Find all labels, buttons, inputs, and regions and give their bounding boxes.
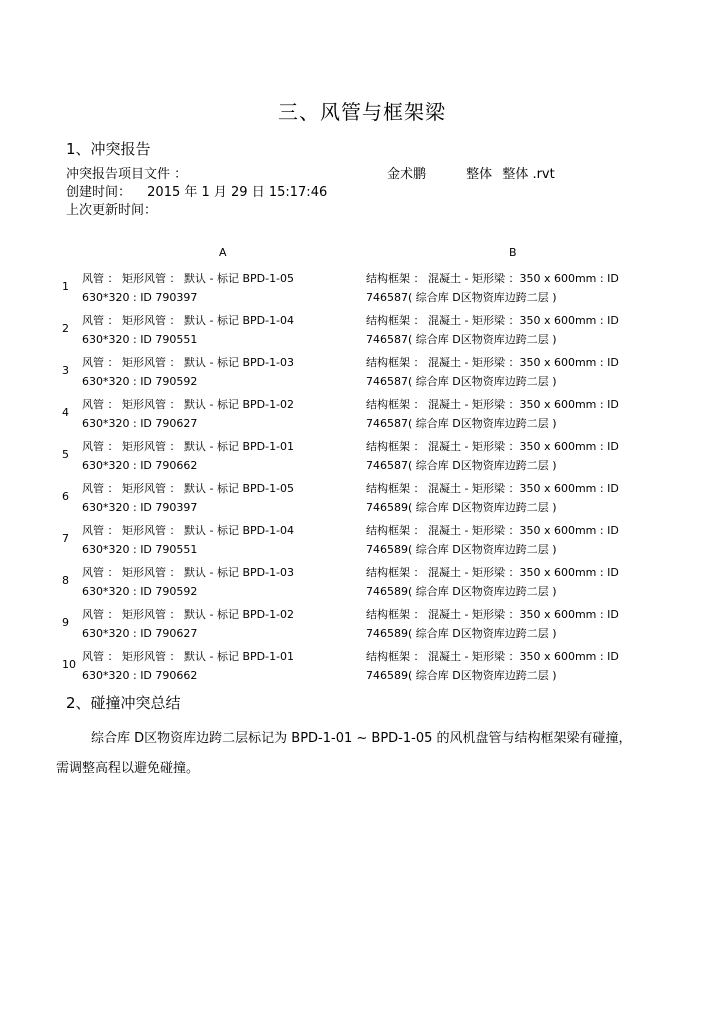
cell-b-line-2: 746589( 综合库 D区物资库边跨二层 ) — [366, 501, 557, 514]
cell-a — [82, 395, 352, 433]
cell-b-line-1: 结构框架 ： 混凝土 - 矩形梁 ：350 x 600mm : ID — [366, 608, 619, 621]
row-number: 5 — [62, 448, 69, 461]
cell-b-line-1: 结构框架 ： 混凝土 - 矩形梁 ：350 x 600mm : ID — [366, 314, 619, 327]
cell-a — [82, 563, 352, 601]
row-number: 7 — [62, 532, 69, 545]
cell-b-line-1: 结构框架 ： 混凝土 - 矩形梁 ：350 x 600mm : ID — [366, 398, 619, 411]
cell-a — [82, 437, 352, 475]
summary-line-2: 需调整高程以避免碰撞。 — [56, 761, 200, 776]
cell-b — [366, 647, 666, 685]
cell-b — [366, 353, 666, 391]
cell-a — [82, 647, 352, 685]
meta-updated — [66, 202, 327, 220]
table-row — [62, 392, 662, 434]
table-row — [62, 266, 662, 308]
cell-b — [366, 395, 666, 433]
cell-a-line-2: 630*320 : ID 790662 — [82, 669, 198, 682]
column-header-b: B — [509, 246, 517, 259]
meta-file-value — [387, 166, 591, 184]
cell-a-line-2: 630*320 : ID 790662 — [82, 459, 198, 472]
report-meta — [66, 166, 555, 220]
cell-a — [82, 605, 352, 643]
conflict-table — [62, 266, 662, 686]
cell-b-line-2: 746587( 综合库 D区物资库边跨二层 ) — [366, 417, 557, 430]
table-row — [62, 644, 662, 686]
cell-a-line-1: 风管 ： 矩形风管 ： 默认 - 标记 BPD-1-01 — [82, 650, 295, 663]
meta-file-name: 整体 .rvt — [502, 167, 555, 182]
cell-b-line-2: 746587( 综合库 D区物资库边跨二层 ) — [366, 333, 557, 346]
meta-updated-label: 上次更新时间： — [66, 203, 158, 218]
cell-b-line-1: 结构框架 ： 混凝土 - 矩形梁 ：350 x 600mm : ID — [366, 482, 619, 495]
row-number: 6 — [62, 490, 69, 503]
cell-b-line-1: 结构框架 ： 混凝土 - 矩形梁 ：350 x 600mm : ID — [366, 524, 619, 537]
cell-b — [366, 605, 666, 643]
meta-file-owner: 金术鹏 — [387, 167, 427, 182]
cell-b-line-1: 结构框架 ： 混凝土 - 矩形梁 ：350 x 600mm : ID — [366, 650, 619, 663]
table-row — [62, 518, 662, 560]
cell-b-line-2: 746589( 综合库 D区物资库边跨二层 ) — [366, 543, 557, 556]
cell-a — [82, 269, 352, 307]
cell-a-line-1: 风管 ： 矩形风管 ： 默认 - 标记 BPD-1-03 — [82, 356, 295, 369]
cell-b-line-2: 746587( 综合库 D区物资库边跨二层 ) — [366, 291, 557, 304]
cell-a-line-2: 630*320 : ID 790551 — [82, 333, 198, 346]
cell-a-line-1: 风管 ： 矩形风管 ： 默认 - 标记 BPD-1-03 — [82, 566, 295, 579]
cell-a-line-1: 风管 ： 矩形风管 ： 默认 - 标记 BPD-1-05 — [82, 482, 295, 495]
meta-created-label: 创建时间： — [66, 185, 132, 200]
cell-a-line-1: 风管 ： 矩形风管 ： 默认 - 标记 BPD-1-04 — [82, 314, 295, 327]
cell-a — [82, 353, 352, 391]
cell-a — [82, 479, 352, 517]
meta-project-file — [66, 166, 555, 184]
cell-a-line-2: 630*320 : ID 790397 — [82, 501, 198, 514]
table-row — [62, 308, 662, 350]
cell-b — [366, 479, 666, 517]
table-row — [62, 476, 662, 518]
meta-created-value: 2015 年 1 月 29 日 15:17:46 — [147, 185, 328, 200]
row-number: 10 — [62, 658, 76, 671]
cell-a-line-1: 风管 ： 矩形风管 ： 默认 - 标记 BPD-1-02 — [82, 398, 295, 411]
table-row — [62, 350, 662, 392]
cell-a — [82, 311, 352, 349]
cell-a-line-1: 风管 ： 矩形风管 ： 默认 - 标记 BPD-1-04 — [82, 524, 295, 537]
cell-b-line-1: 结构框架 ： 混凝土 - 矩形梁 ：350 x 600mm : ID — [366, 566, 619, 579]
cell-b — [366, 437, 666, 475]
cell-b — [366, 563, 666, 601]
cell-b — [366, 521, 666, 559]
page-title: 三、风管与框架梁 — [278, 100, 446, 124]
cell-a-line-2: 630*320 : ID 790627 — [82, 627, 198, 640]
cell-b-line-2: 746589( 综合库 D区物资库边跨二层 ) — [366, 585, 557, 598]
cell-b-line-1: 结构框架 ： 混凝土 - 矩形梁 ：350 x 600mm : ID — [366, 356, 619, 369]
section-heading-conflict-report: 1、冲突报告 — [66, 140, 151, 158]
cell-a-line-2: 630*320 : ID 790627 — [82, 417, 198, 430]
cell-b-line-2: 746587( 综合库 D区物资库边跨二层 ) — [366, 459, 557, 472]
row-number: 2 — [62, 322, 69, 335]
table-row — [62, 434, 662, 476]
summary-line-1: 综合库 D区物资库边跨二层标记为 BPD-1-01 ~ BPD-1-05 的风机盘管与结构框架梁有碰撞， — [91, 731, 632, 746]
cell-b-line-2: 746587( 综合库 D区物资库边跨二层 ) — [366, 375, 557, 388]
cell-b-line-2: 746589( 综合库 D区物资库边跨二层 ) — [366, 627, 557, 640]
table-row — [62, 560, 662, 602]
cell-a-line-2: 630*320 : ID 790551 — [82, 543, 198, 556]
row-number: 8 — [62, 574, 69, 587]
cell-b-line-1: 结构框架 ： 混凝土 - 矩形梁 ：350 x 600mm : ID — [366, 440, 619, 453]
meta-file-scope: 整体 — [466, 167, 493, 182]
row-number: 9 — [62, 616, 69, 629]
section-heading-collision-summary: 2、碰撞冲突总结 — [66, 694, 181, 712]
cell-a-line-1: 风管 ： 矩形风管 ： 默认 - 标记 BPD-1-01 — [82, 440, 295, 453]
table-row — [62, 602, 662, 644]
cell-a-line-1: 风管 ： 矩形风管 ： 默认 - 标记 BPD-1-02 — [82, 608, 295, 621]
cell-b — [366, 311, 666, 349]
row-number: 3 — [62, 364, 69, 377]
cell-a-line-1: 风管 ： 矩形风管 ： 默认 - 标记 BPD-1-05 — [82, 272, 295, 285]
column-header-a: A — [219, 246, 227, 259]
row-number: 1 — [62, 280, 69, 293]
collision-summary — [56, 724, 666, 784]
meta-created — [66, 184, 327, 202]
cell-a-line-2: 630*320 : ID 790592 — [82, 585, 198, 598]
cell-a-line-2: 630*320 : ID 790397 — [82, 291, 198, 304]
meta-file-label: 冲突报告项目文件 ： — [66, 167, 188, 182]
cell-b — [366, 269, 666, 307]
cell-a — [82, 521, 352, 559]
cell-a-line-2: 630*320 : ID 790592 — [82, 375, 198, 388]
row-number: 4 — [62, 406, 69, 419]
cell-b-line-2: 746589( 综合库 D区物资库边跨二层 ) — [366, 669, 557, 682]
cell-b-line-1: 结构框架 ： 混凝土 - 矩形梁 ：350 x 600mm : ID — [366, 272, 619, 285]
